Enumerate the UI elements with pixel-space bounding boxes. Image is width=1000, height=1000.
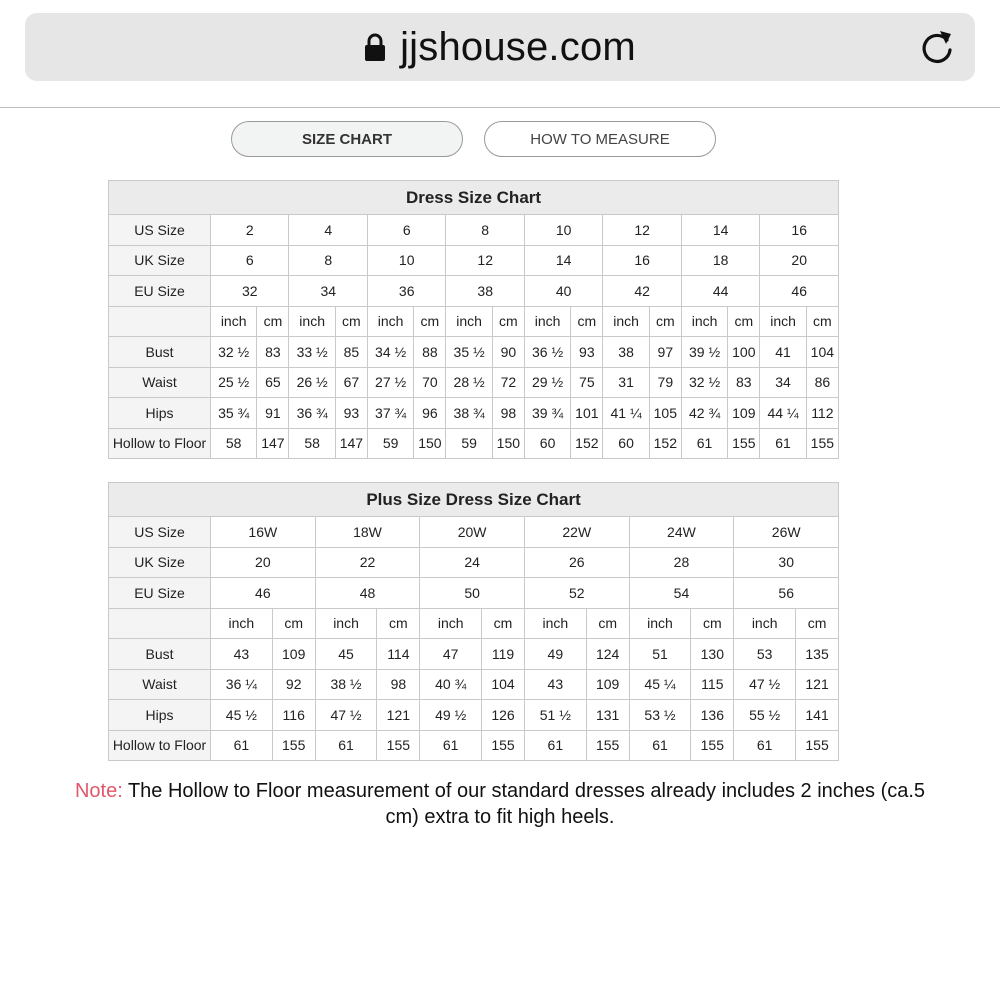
measurement-value: 109 xyxy=(728,398,760,429)
measurement-value: 61 xyxy=(420,730,482,761)
note-label: Note: xyxy=(74,780,123,802)
unit-cm: cm xyxy=(691,608,734,639)
measurement-value: 36 ¾ xyxy=(289,398,335,429)
measurement-row xyxy=(109,428,839,459)
us-size-value: 20W xyxy=(420,517,525,548)
measurement-label: Waist xyxy=(109,669,211,700)
measurement-value: 27 ½ xyxy=(367,367,413,398)
measurement-value: 61 xyxy=(629,730,691,761)
measurement-value: 121 xyxy=(796,669,839,700)
measurement-value: 135 xyxy=(796,639,839,670)
measurement-value: 93 xyxy=(335,398,367,429)
measurement-value: 61 xyxy=(211,730,273,761)
measurement-label: Bust xyxy=(109,639,211,670)
measurement-value: 109 xyxy=(272,639,315,670)
measurement-value: 79 xyxy=(649,367,681,398)
measurement-row xyxy=(109,700,839,731)
measurement-value: 26 ½ xyxy=(289,367,335,398)
measurement-value: 61 xyxy=(315,730,377,761)
eu-size-label: EU Size xyxy=(109,276,211,307)
uk-size-value: 14 xyxy=(524,245,602,276)
measurement-value: 141 xyxy=(796,700,839,731)
measurement-value: 45 ½ xyxy=(211,700,273,731)
measurement-value: 147 xyxy=(257,428,289,459)
measurement-value: 47 ½ xyxy=(734,669,796,700)
eu-size-value: 50 xyxy=(420,578,525,609)
tab-size-chart[interactable]: SIZE CHART xyxy=(231,121,463,157)
us-size-value: 16W xyxy=(211,517,316,548)
us-size-value: 22W xyxy=(524,517,629,548)
uk-size-label: UK Size xyxy=(109,245,211,276)
note xyxy=(60,778,940,830)
measurement-value: 98 xyxy=(377,669,420,700)
measurement-value: 96 xyxy=(414,398,446,429)
plus-size-dress-chart xyxy=(108,482,839,761)
unit-cm: cm xyxy=(257,306,289,337)
eu-size-value: 40 xyxy=(524,276,602,307)
measurement-value: 51 xyxy=(629,639,691,670)
measurement-value: 58 xyxy=(289,428,335,459)
unit-cm: cm xyxy=(272,608,315,639)
measurement-value: 83 xyxy=(257,337,289,368)
uk-size-value: 20 xyxy=(211,547,316,578)
measurement-label: Hollow to Floor xyxy=(109,730,211,761)
measurement-row xyxy=(109,398,839,429)
measurement-value: 91 xyxy=(257,398,289,429)
measurement-value: 88 xyxy=(414,337,446,368)
measurement-value: 53 ½ xyxy=(629,700,691,731)
measurement-value: 32 ½ xyxy=(681,367,727,398)
us-size-value: 6 xyxy=(367,215,445,246)
uk-size-label: UK Size xyxy=(109,547,211,578)
dress-size-chart xyxy=(108,180,839,459)
measurement-value: 29 ½ xyxy=(524,367,570,398)
measurement-value: 38 xyxy=(603,337,649,368)
measurement-value: 97 xyxy=(649,337,681,368)
eu-size-value: 52 xyxy=(524,578,629,609)
measurement-value: 109 xyxy=(586,669,629,700)
measurement-value: 55 ½ xyxy=(734,700,796,731)
measurement-value: 40 ¾ xyxy=(420,669,482,700)
unit-inch: inch xyxy=(603,306,649,337)
measurement-value: 61 xyxy=(760,428,806,459)
unit-inch: inch xyxy=(524,306,570,337)
unit-inch: inch xyxy=(289,306,335,337)
measurement-value: 43 xyxy=(211,639,273,670)
measurement-value: 47 ½ xyxy=(315,700,377,731)
uk-size-value: 16 xyxy=(603,245,681,276)
us-size-row xyxy=(109,215,839,246)
measurement-label: Bust xyxy=(109,337,211,368)
measurement-value: 59 xyxy=(446,428,492,459)
uk-size-value: 10 xyxy=(367,245,445,276)
measurement-value: 155 xyxy=(806,428,838,459)
us-size-value: 12 xyxy=(603,215,681,246)
measurement-value: 155 xyxy=(691,730,734,761)
measurement-value: 33 ½ xyxy=(289,337,335,368)
measurement-value: 124 xyxy=(586,639,629,670)
measurement-value: 155 xyxy=(728,428,760,459)
url-text[interactable]: jjshouse.com xyxy=(400,24,636,69)
eu-size-value: 54 xyxy=(629,578,734,609)
measurement-value: 43 xyxy=(524,669,586,700)
uk-size-value: 30 xyxy=(734,547,839,578)
unit-cm: cm xyxy=(377,608,420,639)
uk-size-value: 24 xyxy=(420,547,525,578)
measurement-value: 49 ½ xyxy=(420,700,482,731)
unit-row xyxy=(109,608,839,639)
measurement-value: 90 xyxy=(492,337,524,368)
measurement-value: 67 xyxy=(335,367,367,398)
measurement-value: 86 xyxy=(806,367,838,398)
unit-inch: inch xyxy=(211,306,257,337)
measurement-value: 126 xyxy=(482,700,525,731)
uk-size-row xyxy=(109,547,839,578)
uk-size-value: 22 xyxy=(315,547,420,578)
measurement-value: 35 ½ xyxy=(446,337,492,368)
measurement-value: 60 xyxy=(603,428,649,459)
eu-size-label: EU Size xyxy=(109,578,211,609)
uk-size-value: 20 xyxy=(760,245,839,276)
measurement-value: 136 xyxy=(691,700,734,731)
us-size-value: 14 xyxy=(681,215,759,246)
unit-inch: inch xyxy=(524,608,586,639)
us-size-value: 8 xyxy=(446,215,524,246)
unit-inch: inch xyxy=(760,306,806,337)
unit-cm: cm xyxy=(586,608,629,639)
measurement-value: 34 ½ xyxy=(367,337,413,368)
measurement-value: 36 ½ xyxy=(524,337,570,368)
unit-inch: inch xyxy=(629,608,691,639)
measurement-value: 36 ¼ xyxy=(211,669,273,700)
measurement-value: 34 xyxy=(760,367,806,398)
measurement-value: 115 xyxy=(691,669,734,700)
uk-size-value: 28 xyxy=(629,547,734,578)
eu-size-value: 36 xyxy=(367,276,445,307)
us-size-label: US Size xyxy=(109,215,211,246)
measurement-value: 42 ¾ xyxy=(681,398,727,429)
measurement-row xyxy=(109,639,839,670)
reload-icon[interactable] xyxy=(918,28,956,66)
uk-size-value: 26 xyxy=(524,547,629,578)
measurement-label: Hips xyxy=(109,398,211,429)
measurement-value: 119 xyxy=(482,639,525,670)
us-size-value: 24W xyxy=(629,517,734,548)
uk-size-value: 12 xyxy=(446,245,524,276)
eu-size-value: 56 xyxy=(734,578,839,609)
measurement-value: 121 xyxy=(377,700,420,731)
measurement-value: 45 xyxy=(315,639,377,670)
uk-size-value: 6 xyxy=(211,245,289,276)
measurement-value: 93 xyxy=(571,337,603,368)
eu-size-value: 46 xyxy=(760,276,839,307)
measurement-value: 150 xyxy=(414,428,446,459)
unit-cm: cm xyxy=(571,306,603,337)
measurement-value: 61 xyxy=(734,730,796,761)
measurement-value: 45 ¼ xyxy=(629,669,691,700)
measurement-value: 59 xyxy=(367,428,413,459)
measurement-value: 155 xyxy=(272,730,315,761)
measurement-value: 51 ½ xyxy=(524,700,586,731)
unit-cm: cm xyxy=(796,608,839,639)
measurement-row xyxy=(109,367,839,398)
measurement-value: 44 ¼ xyxy=(760,398,806,429)
measurement-value: 130 xyxy=(691,639,734,670)
measurement-row xyxy=(109,669,839,700)
measurement-value: 47 xyxy=(420,639,482,670)
measurement-value: 41 xyxy=(760,337,806,368)
measurement-value: 25 ½ xyxy=(211,367,257,398)
measurement-row xyxy=(109,337,839,368)
measurement-label: Hips xyxy=(109,700,211,731)
measurement-value: 92 xyxy=(272,669,315,700)
eu-size-value: 46 xyxy=(211,578,316,609)
unit-cm: cm xyxy=(482,608,525,639)
address-bar-content xyxy=(25,13,975,81)
eu-size-value: 48 xyxy=(315,578,420,609)
browser-toolbar xyxy=(0,0,1000,108)
measurement-value: 35 ¾ xyxy=(211,398,257,429)
eu-size-value: 34 xyxy=(289,276,367,307)
us-size-value: 18W xyxy=(315,517,420,548)
us-size-value: 26W xyxy=(734,517,839,548)
measurement-value: 61 xyxy=(524,730,586,761)
unit-cm: cm xyxy=(492,306,524,337)
unit-inch: inch xyxy=(211,608,273,639)
measurement-value: 37 ¾ xyxy=(367,398,413,429)
measurement-value: 155 xyxy=(482,730,525,761)
measurement-value: 39 ½ xyxy=(681,337,727,368)
measurement-value: 114 xyxy=(377,639,420,670)
unit-inch: inch xyxy=(315,608,377,639)
measurement-value: 61 xyxy=(681,428,727,459)
eu-size-row xyxy=(109,578,839,609)
chart-title: Plus Size Dress Size Chart xyxy=(109,483,839,517)
measurement-value: 31 xyxy=(603,367,649,398)
eu-size-row xyxy=(109,276,839,307)
unit-inch: inch xyxy=(420,608,482,639)
unit-cm: cm xyxy=(728,306,760,337)
us-size-value: 10 xyxy=(524,215,602,246)
eu-size-value: 42 xyxy=(603,276,681,307)
measurement-value: 98 xyxy=(492,398,524,429)
measurement-value: 147 xyxy=(335,428,367,459)
measurement-value: 105 xyxy=(649,398,681,429)
measurement-value: 60 xyxy=(524,428,570,459)
measurement-value: 112 xyxy=(806,398,838,429)
measurement-value: 152 xyxy=(571,428,603,459)
unit-row-label xyxy=(109,608,211,639)
measurement-value: 38 ¾ xyxy=(446,398,492,429)
unit-cm: cm xyxy=(806,306,838,337)
eu-size-value: 44 xyxy=(681,276,759,307)
measurement-value: 28 ½ xyxy=(446,367,492,398)
measurement-value: 152 xyxy=(649,428,681,459)
chart-title: Dress Size Chart xyxy=(109,181,839,215)
measurement-value: 85 xyxy=(335,337,367,368)
unit-inch: inch xyxy=(734,608,796,639)
unit-inch: inch xyxy=(446,306,492,337)
measurement-label: Waist xyxy=(109,367,211,398)
unit-cm: cm xyxy=(335,306,367,337)
unit-row xyxy=(109,306,839,337)
unit-cm: cm xyxy=(414,306,446,337)
us-size-value: 4 xyxy=(289,215,367,246)
measurement-value: 83 xyxy=(728,367,760,398)
measurement-value: 155 xyxy=(586,730,629,761)
unit-row-label xyxy=(109,306,211,337)
uk-size-value: 18 xyxy=(681,245,759,276)
measurement-value: 41 ¼ xyxy=(603,398,649,429)
unit-inch: inch xyxy=(681,306,727,337)
lock-icon xyxy=(364,32,386,62)
measurement-value: 75 xyxy=(571,367,603,398)
measurement-value: 72 xyxy=(492,367,524,398)
us-size-value: 2 xyxy=(211,215,289,246)
measurement-value: 116 xyxy=(272,700,315,731)
measurement-value: 32 ½ xyxy=(211,337,257,368)
measurement-value: 101 xyxy=(571,398,603,429)
measurement-value: 104 xyxy=(806,337,838,368)
measurement-value: 70 xyxy=(414,367,446,398)
measurement-value: 65 xyxy=(257,367,289,398)
uk-size-value: 8 xyxy=(289,245,367,276)
measurement-value: 131 xyxy=(586,700,629,731)
measurement-value: 39 ¾ xyxy=(524,398,570,429)
us-size-value: 16 xyxy=(760,215,839,246)
note-text: The Hollow to Floor measurement of our standard dresses already includes 2 inches (ca.5 cm) extra to fit high heels. xyxy=(127,780,926,828)
address-bar[interactable] xyxy=(25,13,975,81)
measurement-value: 53 xyxy=(734,639,796,670)
measurement-value: 150 xyxy=(492,428,524,459)
measurement-value: 58 xyxy=(211,428,257,459)
measurement-row xyxy=(109,730,839,761)
measurement-value: 100 xyxy=(728,337,760,368)
tab-how-to-measure[interactable]: HOW TO MEASURE xyxy=(484,121,716,157)
us-size-label: US Size xyxy=(109,517,211,548)
measurement-value: 155 xyxy=(796,730,839,761)
measurement-value: 155 xyxy=(377,730,420,761)
eu-size-value: 32 xyxy=(211,276,289,307)
measurement-value: 38 ½ xyxy=(315,669,377,700)
measurement-value: 104 xyxy=(482,669,525,700)
unit-inch: inch xyxy=(367,306,413,337)
measurement-label: Hollow to Floor xyxy=(109,428,211,459)
eu-size-value: 38 xyxy=(446,276,524,307)
measurement-value: 49 xyxy=(524,639,586,670)
us-size-row xyxy=(109,517,839,548)
uk-size-row xyxy=(109,245,839,276)
unit-cm: cm xyxy=(649,306,681,337)
